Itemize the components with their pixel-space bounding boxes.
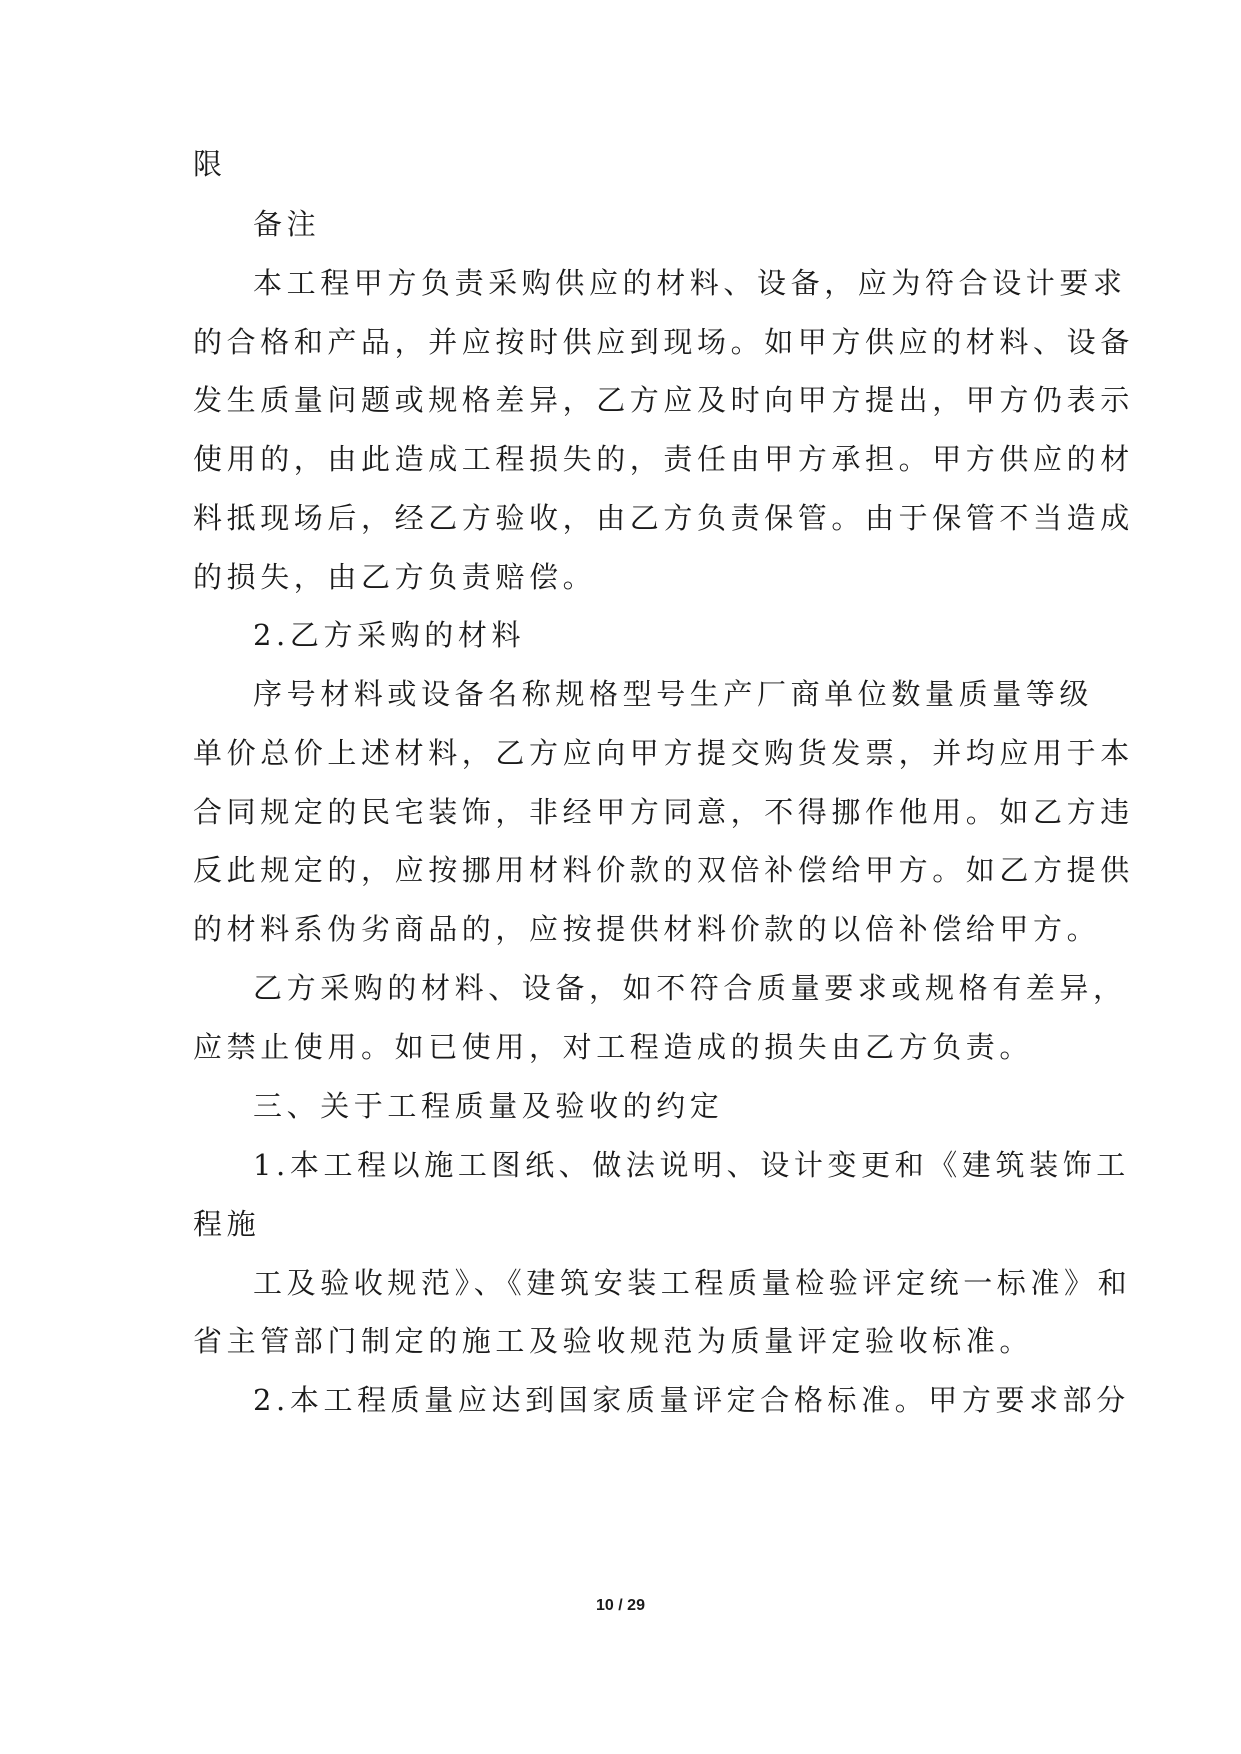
text-line-6: 使用的，由此造成工程损失的，责任由甲方承担。甲方供应的材 (193, 442, 1134, 476)
text-line-19: 程施 (193, 1207, 261, 1241)
text-line-4: 的合格和产品，并应按时供应到现场。如甲方供应的材料、设备 (193, 325, 1134, 359)
text-line-9: 2.乙方采购的材料 (253, 618, 526, 652)
text-line-2: 备注 (253, 207, 321, 241)
text-line-21: 省主管部门制定的施工及验收规范为质量评定验收标准。 (193, 1324, 1034, 1358)
text-line-13: 反此规定的，应按挪用材料价款的双倍补偿给甲方。如乙方提供 (193, 853, 1134, 887)
text-line-5: 发生质量问题或规格差异，乙方应及时向甲方提出，甲方仍表示 (193, 383, 1134, 417)
text-line-7: 料抵现场后，经乙方验收，由乙方负责保管。由于保管不当造成 (193, 501, 1134, 535)
page-number: 10 / 29 (596, 1597, 645, 1614)
text-line-10: 序号材料或设备名称规格型号生产厂商单位数量质量等级 (253, 677, 1094, 711)
text-line-22: 2.本工程质量应达到国家质量评定合格标准。甲方要求部分 (253, 1383, 1130, 1417)
text-line-14: 的材料系伪劣商品的，应按提供材料价款的以倍补偿给甲方。 (193, 912, 1101, 946)
text-line-18: 1.本工程以施工图纸、做法说明、设计变更和《建筑装饰工 (253, 1148, 1130, 1182)
text-line-12: 合同规定的民宅装饰，非经甲方同意，不得挪作他用。如乙方违 (193, 795, 1134, 829)
text-line-15: 乙方采购的材料、设备，如不符合质量要求或规格有差异， (253, 971, 1127, 1005)
text-line-3: 本工程甲方负责采购供应的材料、设备，应为符合设计要求 (253, 266, 1127, 300)
text-line-8: 的损失，由乙方负责赔偿。 (193, 560, 597, 594)
text-line-1: 限 (193, 147, 227, 181)
text-line-17: 三、关于工程质量及验收的约定 (253, 1089, 724, 1123)
text-line-11: 单价总价上述材料，乙方应向甲方提交购货发票，并均应用于本 (193, 736, 1134, 770)
text-line-20: 工及验收规范》、《建筑安装工程质量检验评定统一标准》和 (253, 1266, 1132, 1300)
text-line-16: 应禁止使用。如已使用，对工程造成的损失由乙方负责。 (193, 1030, 1034, 1064)
